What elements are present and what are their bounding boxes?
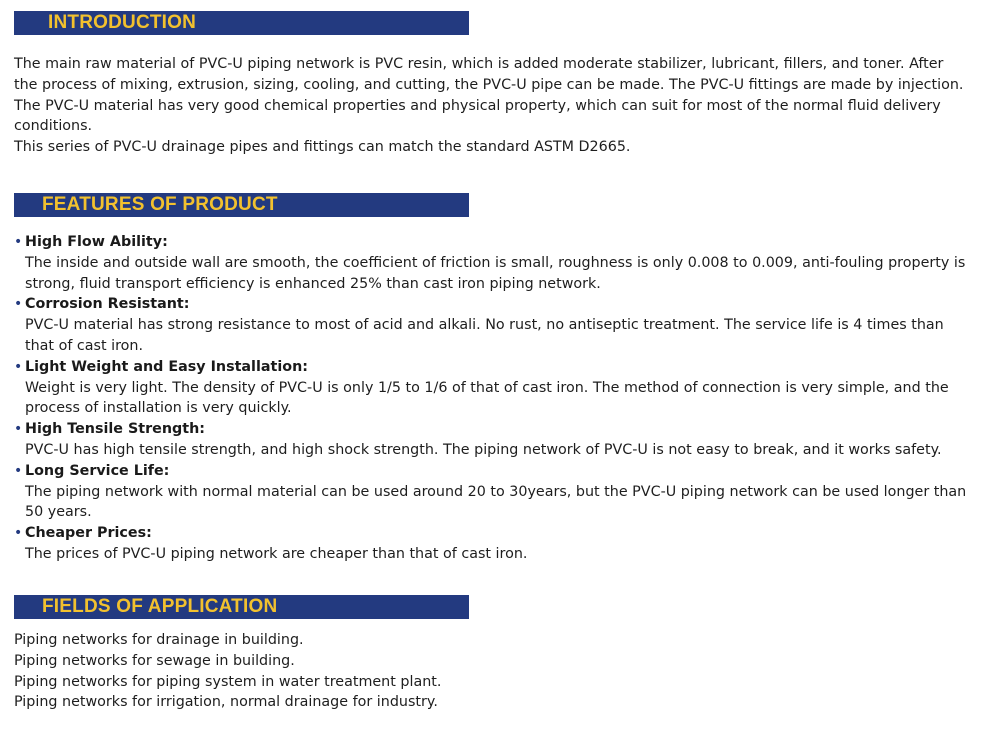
feature-description: PVC-U has high tensile strength, and high shock strength. The piping network of PVC-U is not easy to break, and it works safety. [25, 441, 942, 458]
bullet-icon: • [14, 358, 23, 375]
feature-description: The prices of PVC-U piping network are cheaper than that of cast iron. [25, 545, 528, 562]
features-list [14, 232, 969, 565]
feature-item-corrosion-resistant [14, 294, 969, 356]
application-item: Piping networks for irrigation, normal drainage for industry. [14, 694, 438, 711]
feature-title: High Tensile Strength: [25, 421, 205, 438]
bullet-icon: • [14, 234, 23, 250]
bullet-icon: • [14, 421, 23, 438]
bullet-icon: • [14, 462, 23, 479]
feature-title: Light Weight and Easy Installation: [25, 358, 308, 375]
bullet-icon: • [14, 525, 23, 542]
feature-title: Cheaper Prices: [25, 525, 152, 542]
features-heading: FEATURES OF PRODUCT [14, 193, 469, 217]
feature-title: Long Service Life: [25, 462, 170, 479]
feature-title: Corrosion Resistant: [25, 296, 190, 313]
feature-description: The piping network with normal material can be used around 20 to 30years, but the PVC-U piping network can be used longer than 50 years. [25, 483, 967, 521]
bullet-icon: • [14, 296, 23, 313]
application-item: Piping networks for drainage in building. [14, 632, 304, 648]
introduction-text [14, 54, 969, 158]
applications-list [14, 630, 969, 713]
feature-item-light-weight [14, 357, 969, 419]
feature-title: High Flow Ability: [25, 234, 168, 250]
application-item: Piping networks for sewage in building. [14, 652, 295, 669]
application-item: Piping networks for piping system in water treatment plant. [14, 673, 442, 690]
feature-description: Weight is very light. The density of PVC-U is only 1/5 to 1/6 of that of cast iron. The method of connection is very simple, and the process of installation is very quickly. [25, 379, 949, 417]
introduction-heading: INTRODUCTION [14, 11, 469, 35]
feature-item-high-flow [14, 232, 969, 294]
feature-description: PVC-U material has strong resistance to most of acid and alkali. No rust, no antiseptic treatment. The service life is 4 times than that of cast iron. [25, 317, 944, 354]
feature-item-cheaper-prices [14, 523, 969, 565]
feature-description: The inside and outside wall are smooth, the coefficient of friction is small, roughness is only 0.008 to 0.009, anti-fouling property is strong, fluid transport efficiency is enhanced 25% than cast iron piping network. [25, 254, 966, 292]
feature-item-service-life [14, 461, 969, 523]
introduction-standard-note: This series of PVC-U drainage pipes and fittings can match the standard ASTM D2665. [14, 139, 631, 156]
introduction-paragraph: The main raw material of PVC-U piping network is PVC resin, which is added moderate stabilizer, lubricant, fillers, and toner. After the process of mixing, extrusion, sizing, cooling, and cutting, the PVC-U pipe can be made. The PVC-U fittings are made by injection. The PVC-U material has very good chemical properties and physical property, which can suit for most of the normal fluid delivery conditions. [14, 56, 964, 135]
applications-heading: FIELDS OF APPLICATION [14, 595, 469, 619]
feature-item-tensile-strength [14, 419, 969, 461]
